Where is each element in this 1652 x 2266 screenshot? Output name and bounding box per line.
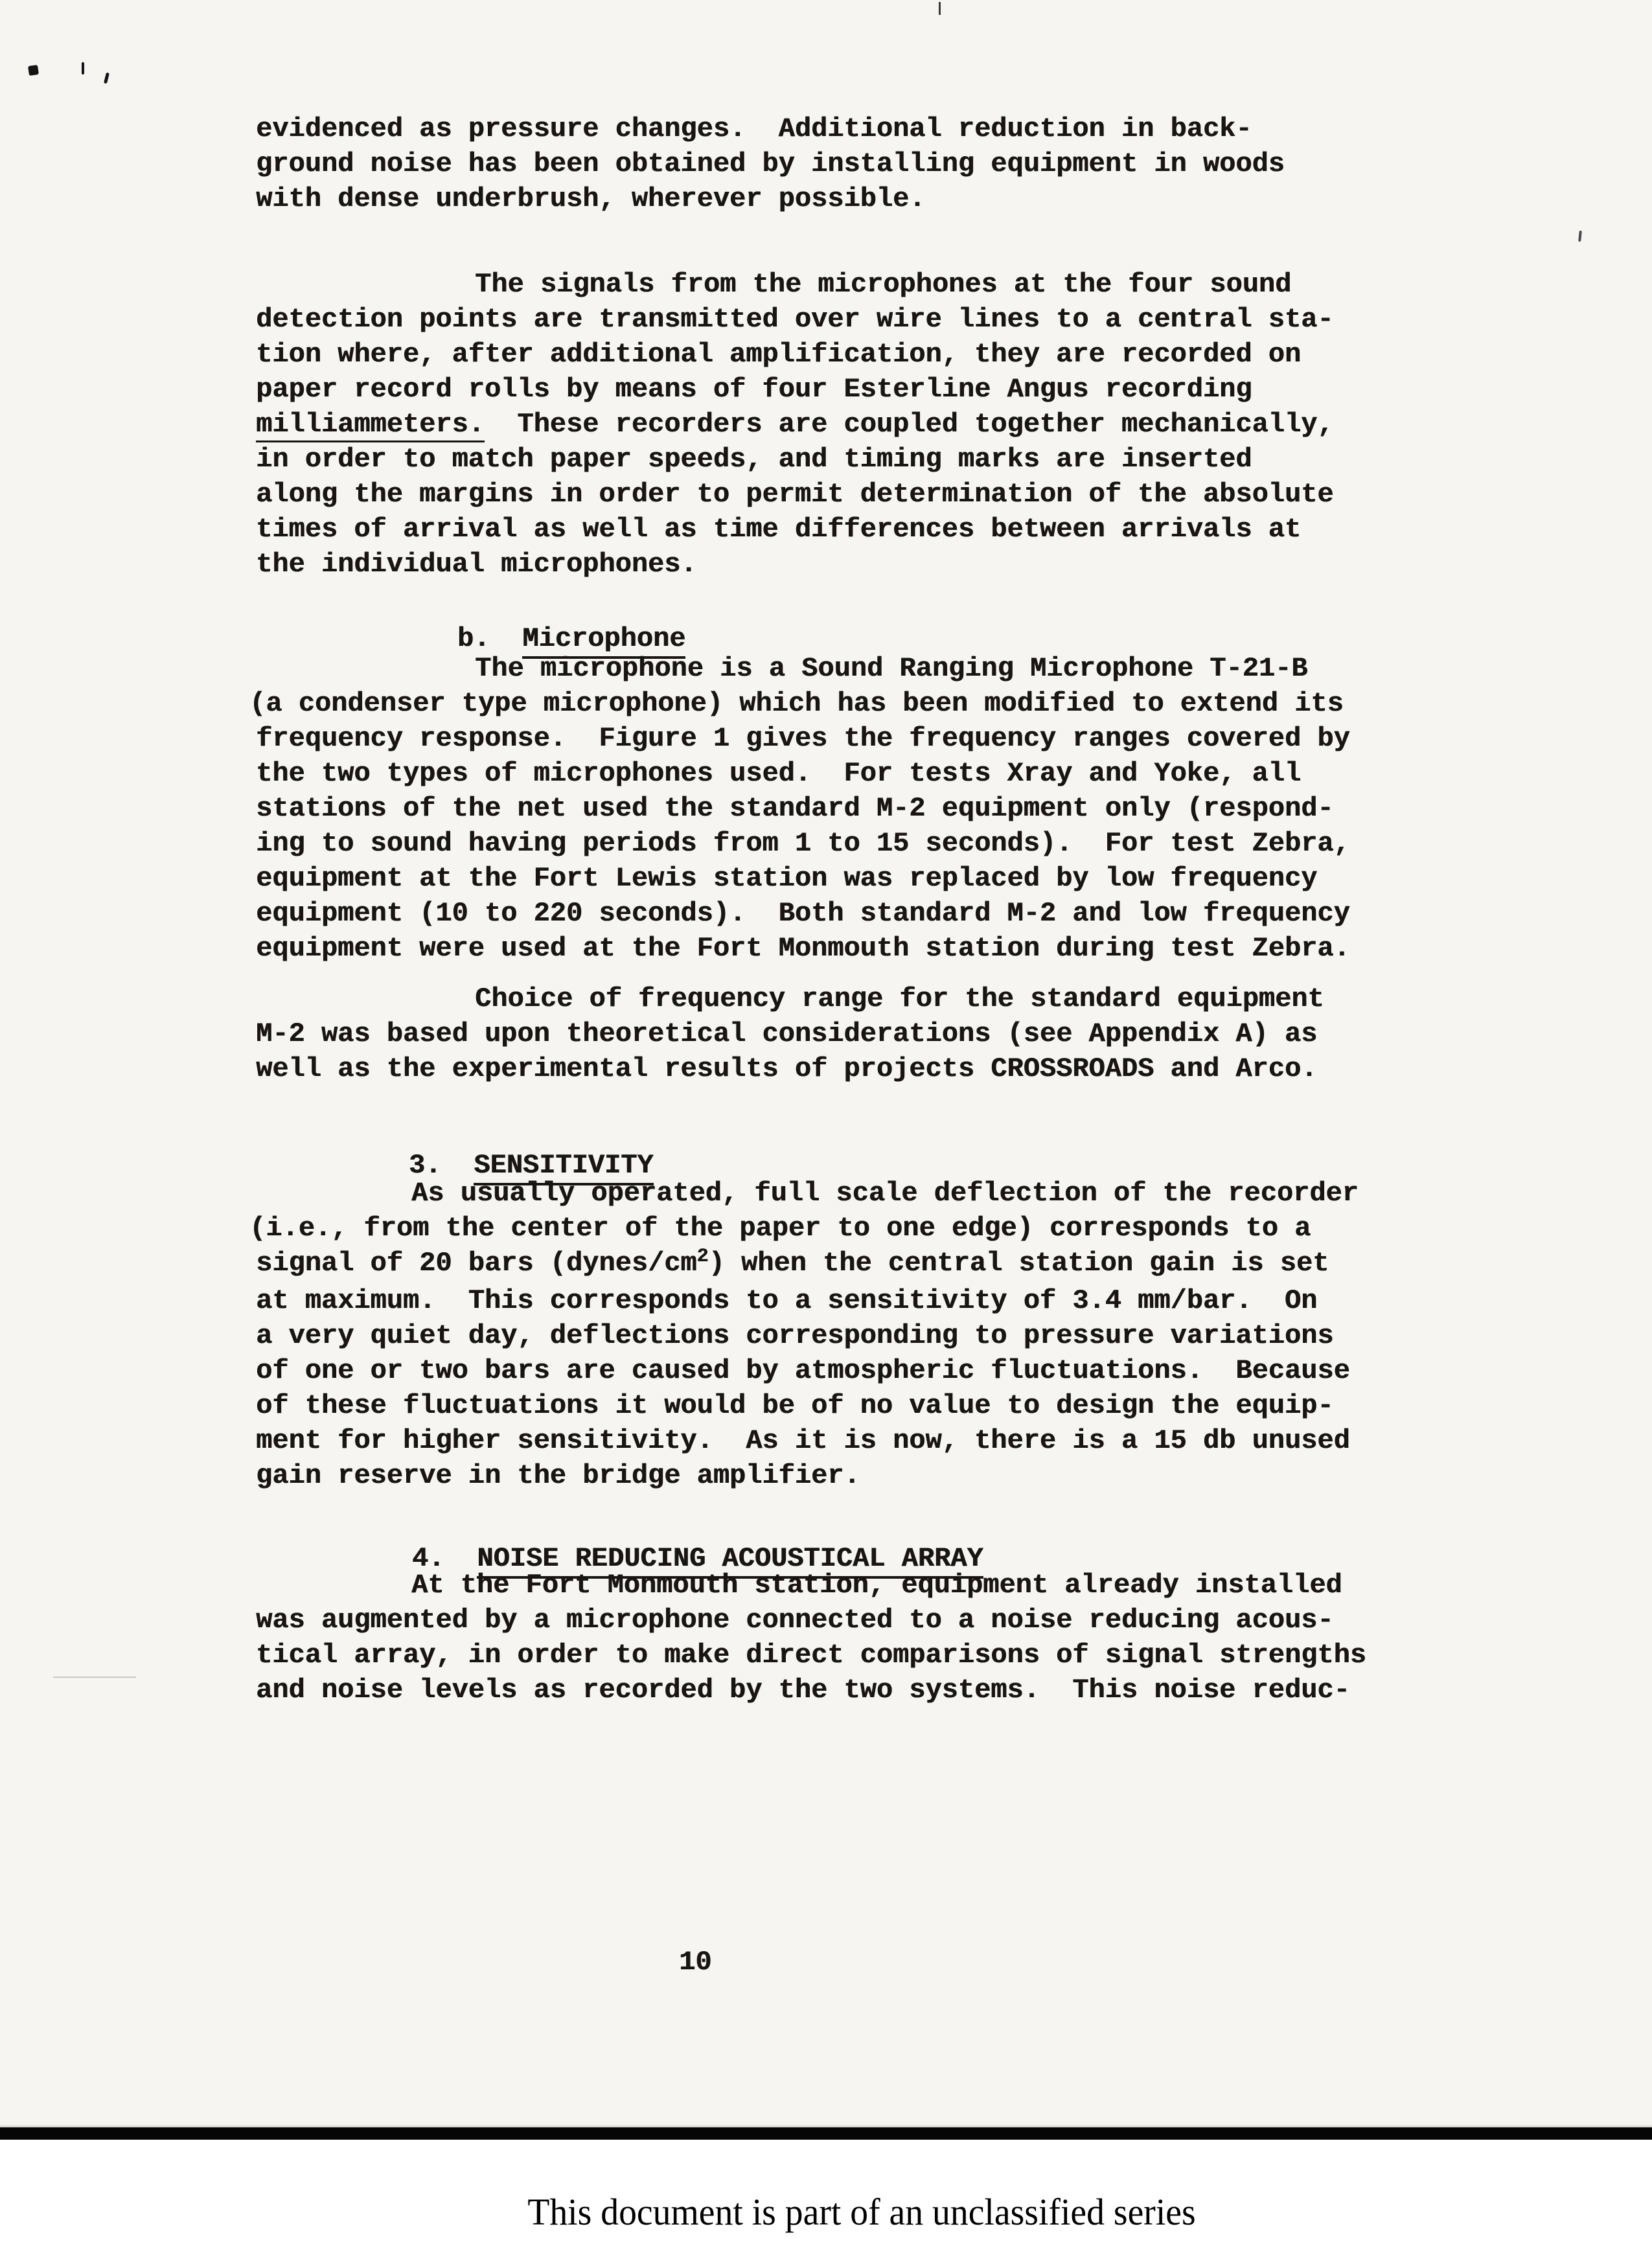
text-paragraph: [256, 111, 1448, 216]
section-number: b.: [457, 623, 490, 654]
text-line: [256, 407, 1448, 442]
text-line: paper record rolls by means of four Esterline Angus recording: [256, 374, 1252, 405]
superscript: 2: [696, 1246, 709, 1268]
text-line: Choice of frequency range for the standard equipment: [475, 983, 1324, 1014]
underlined-word: milliammeters.: [256, 409, 485, 442]
text-line: evidenced as pressure changes. Additional reduction in back-: [256, 113, 1252, 144]
section-title: Microphone: [522, 623, 685, 659]
text-line: along the margins in order to permit determination of the absolute: [256, 479, 1334, 510]
text-line: ground noise has been obtained by installing equipment in woods: [256, 148, 1285, 179]
text-paragraph: [249, 651, 1448, 966]
text-line: a very quiet day, deflections corresponding to pressure variations: [256, 1320, 1334, 1351]
text-fragment: signal of 20 bars (dynes/cm: [256, 1248, 697, 1279]
text-line: frequency response. Figure 1 gives the frequency ranges covered by: [256, 723, 1350, 754]
text-line: (i.e., from the center of the paper to one edge) corresponds to a: [249, 1213, 1311, 1244]
section-number: 4.: [411, 1543, 445, 1574]
text-line: ing to sound having periods from 1 to 15 seconds). For test Zebra,: [256, 828, 1350, 859]
text-line: The microphone is a Sound Ranging Microphone T-21-B: [475, 653, 1308, 684]
section-title: SENSITIVITY: [474, 1150, 653, 1185]
text-line: at maximum. This corresponds to a sensitivity of 3.4 mm/bar. On: [256, 1285, 1318, 1316]
text-paragraph: [249, 1176, 1448, 1493]
text-line: equipment at the Fort Lewis station was replaced by low frequency: [256, 863, 1318, 894]
section-title: NOISE REDUCING ACOUSTICAL ARRAY: [477, 1543, 983, 1579]
text-line: of one or two bars are caused by atmospheric fluctuations. Because: [256, 1355, 1350, 1386]
text-line: the individual microphones.: [256, 549, 697, 580]
ink-speck: [82, 62, 84, 74]
ink-speck: [1578, 231, 1582, 242]
text-line: stations of the net used the standard M-2 equipment only (respond-: [256, 793, 1334, 824]
scan-divider-band: [0, 2127, 1652, 2140]
page-number: 10: [679, 1947, 712, 1978]
text-line: As usually operated, full scale deflection of the recorder: [411, 1178, 1359, 1209]
text-fragment: ) when the central station gain is set: [708, 1248, 1329, 1279]
text-paragraph: [256, 981, 1448, 1086]
text-line: The signals from the microphones at the four sound: [475, 269, 1292, 300]
text-line: and noise levels as recorded by the two systems. This noise reduc-: [256, 1675, 1350, 1706]
text-paragraph: [256, 1568, 1448, 1708]
text-line: ment for higher sensitivity. As it is now, there is a 15 db unused: [256, 1425, 1350, 1456]
section-number: 3.: [408, 1150, 442, 1181]
footer-area: [0, 2140, 1652, 2266]
text-line: At the Fort Monmouth station, equipment already installed: [411, 1570, 1342, 1601]
text-line: (a condenser type microphone) which has been modified to extend its: [249, 688, 1344, 719]
text-line: tion where, after additional amplification, they are recorded on: [256, 339, 1302, 370]
text-line: the two types of microphones used. For tests Xray and Yoke, all: [256, 758, 1302, 789]
footer-note: This document is part of an unclassified series: [527, 2191, 1196, 2233]
text-line: well as the experimental results of projects CROSSROADS and Arco.: [256, 1053, 1318, 1084]
text-line: of these fluctuations it would be of no value to design the equip-: [256, 1390, 1334, 1421]
ink-speck: [28, 65, 39, 76]
text-line: [256, 1246, 1448, 1283]
text-line: M-2 was based upon theoretical considerations (see Appendix A) as: [256, 1018, 1318, 1049]
text-line: gain reserve in the bridge amplifier.: [256, 1460, 860, 1491]
text-fragment: These recorders are coupled together mechanically,: [484, 409, 1334, 440]
pencil-mark: [53, 1677, 136, 1678]
ink-speck: [104, 73, 109, 84]
text-line: times of arrival as well as time differences between arrivals at: [256, 514, 1302, 545]
text-line: in order to match paper speeds, and timing marks are inserted: [256, 444, 1252, 475]
text-line: with dense underbrush, wherever possible.: [256, 183, 926, 214]
text-line: detection points are transmitted over wire lines to a central sta-: [256, 304, 1334, 335]
text-paragraph: [256, 267, 1448, 582]
text-line: equipment (10 to 220 seconds). Both standard M-2 and low frequency: [256, 898, 1350, 929]
text-line: equipment were used at the Fort Monmouth station during test Zebra.: [256, 933, 1350, 964]
ink-speck: [939, 2, 941, 15]
text-line: was augmented by a microphone connected to a noise reducing acous-: [256, 1605, 1334, 1636]
text-line: tical array, in order to make direct comparisons of signal strengths: [256, 1640, 1366, 1671]
